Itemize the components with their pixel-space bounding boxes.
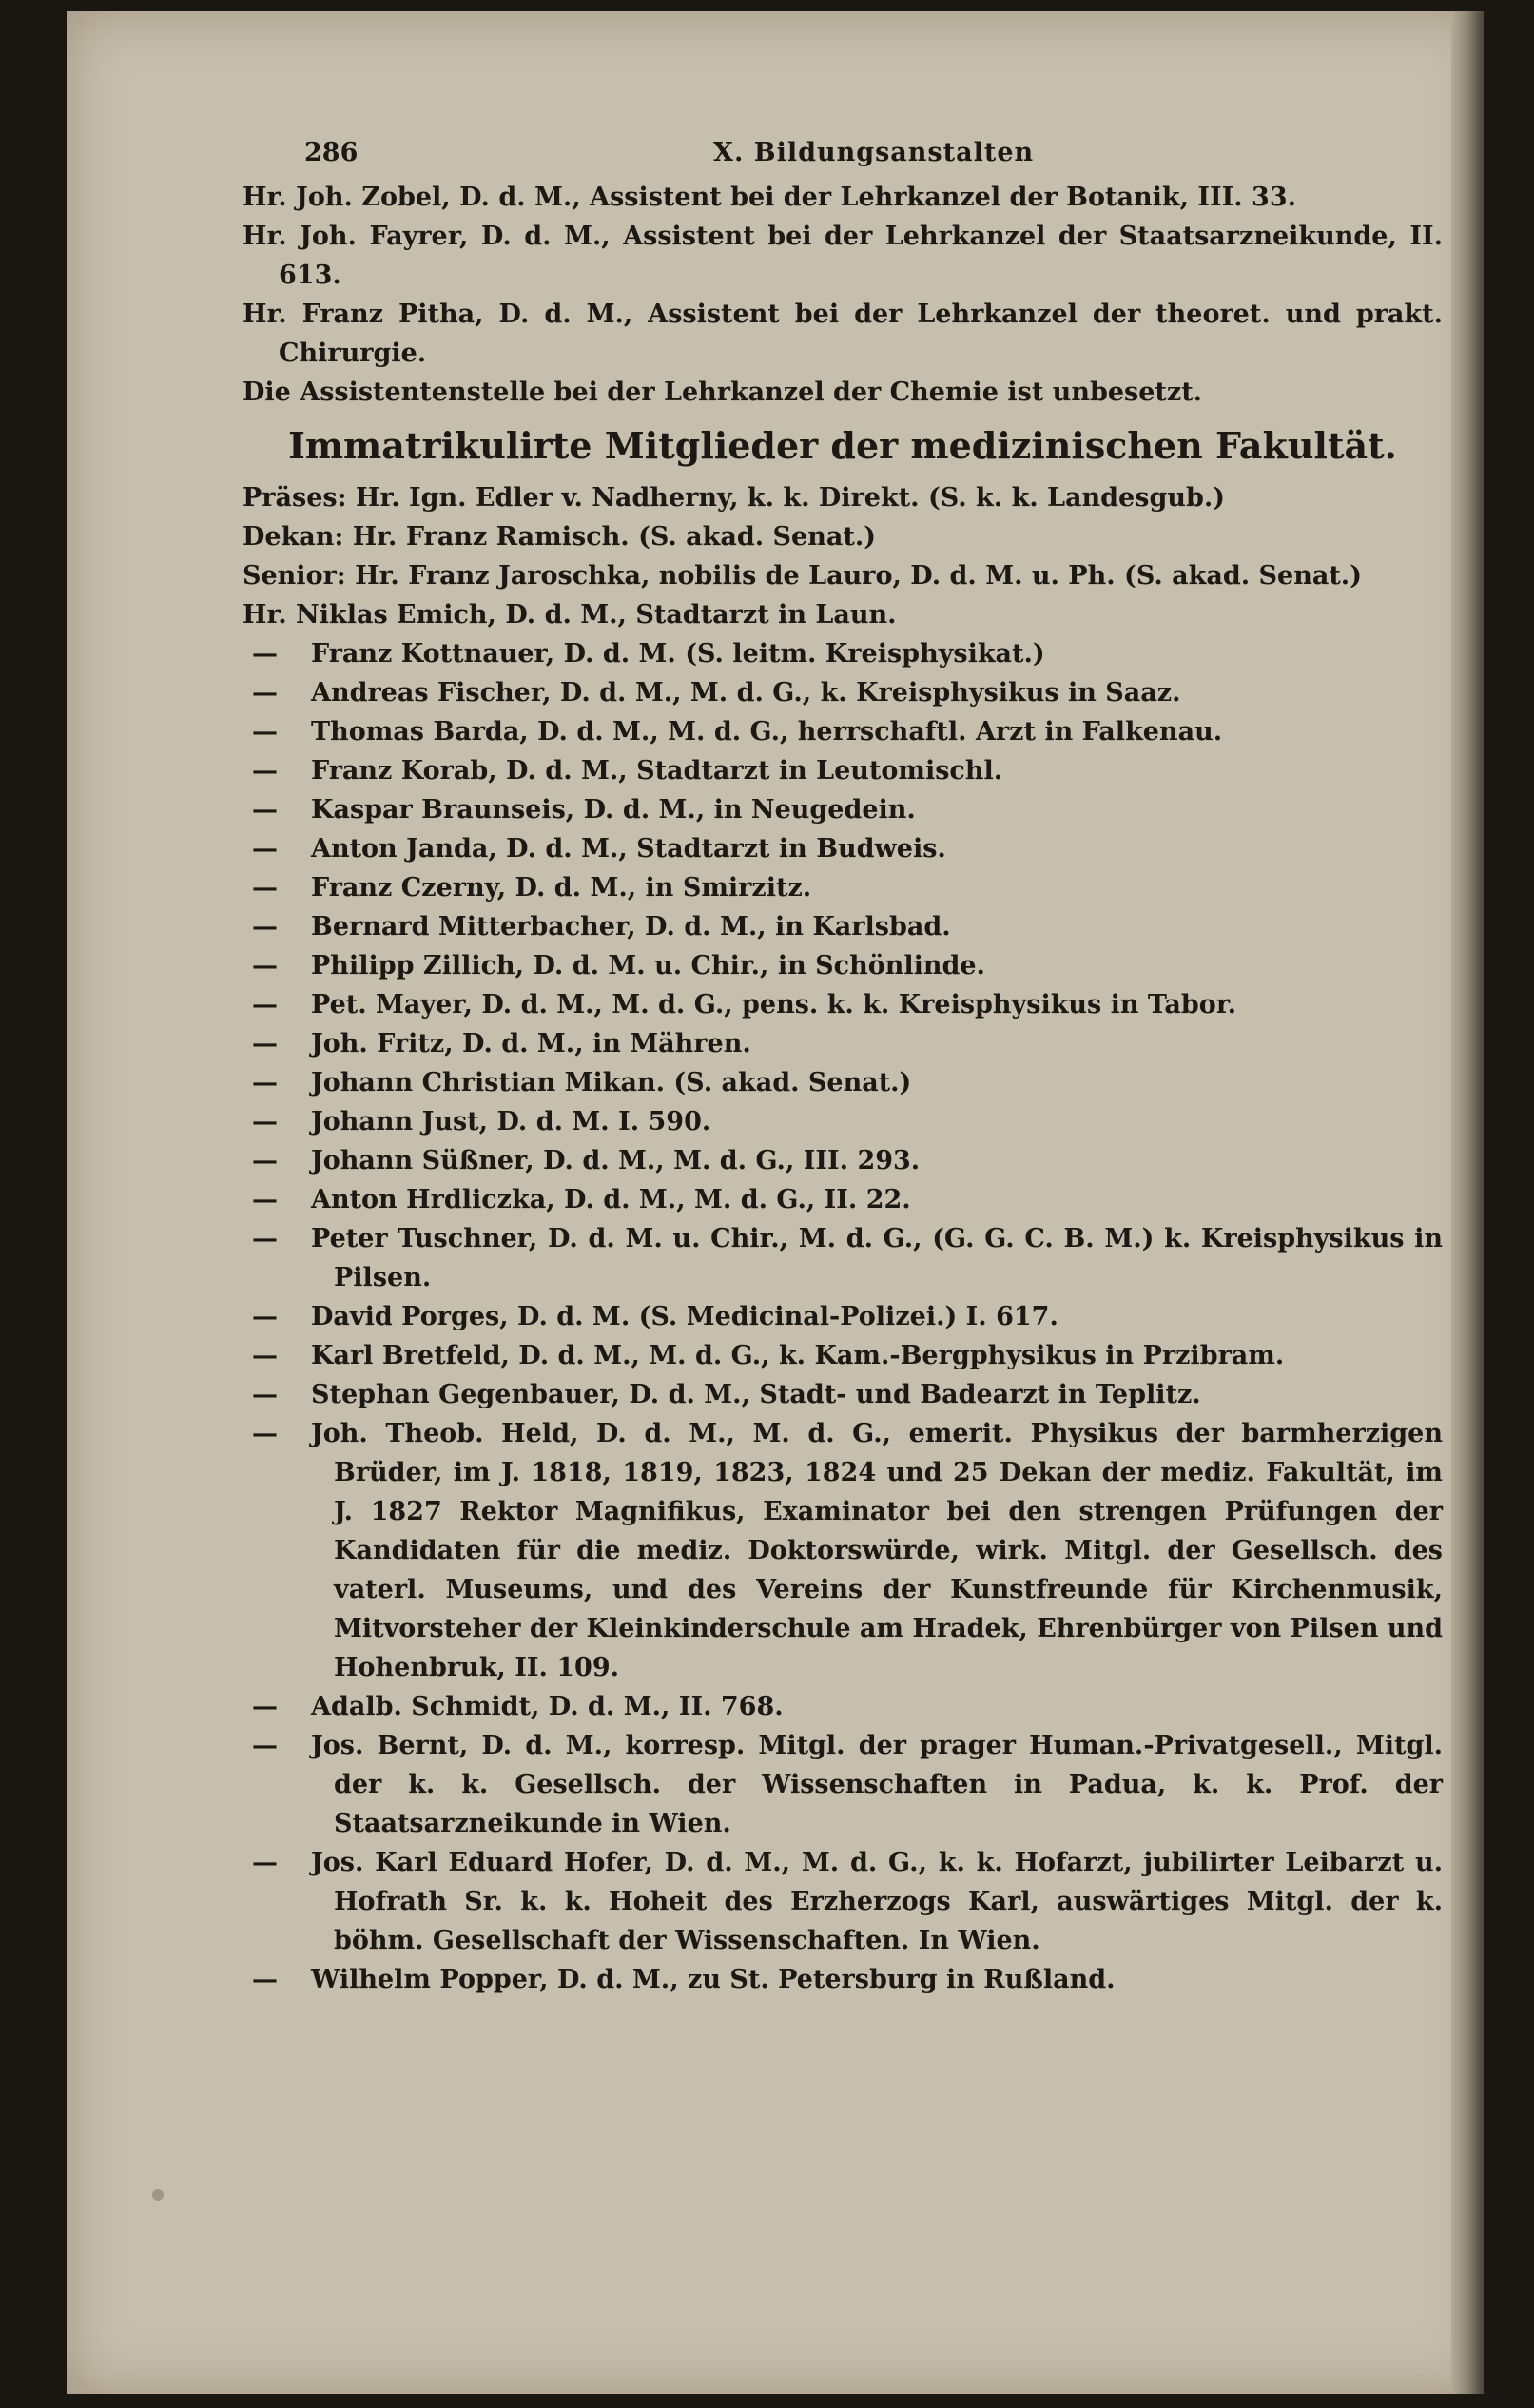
member-entry (243, 829, 1443, 868)
assistant-entry: Hr. Joh. Zobel, D. d. M., Assistent bei der Lehrkanzel der Botanik, III. 33. (243, 183, 1297, 212)
member-text: David Porges, D. d. M. (S. Medicinal-Polizei.) I. 617. (311, 1302, 1058, 1331)
member-text: Stephan Gegenbauer, D. d. M., Stadt- und Badearzt in Teplitz. (311, 1380, 1201, 1409)
member-entry (243, 1063, 1443, 1102)
page-content (243, 138, 1443, 1999)
member-entry (243, 1102, 1443, 1141)
member-entry (243, 1180, 1443, 1219)
member-entry (243, 1375, 1443, 1414)
member-text: Franz Czerny, D. d. M., in Smirzitz. (311, 873, 812, 903)
member-entry (243, 712, 1443, 751)
dash-mark: — (252, 1068, 278, 1097)
dash-mark: — (252, 756, 278, 786)
member-text: Joh. Fritz, D. d. M., in Mähren. (311, 1029, 751, 1058)
running-title: X. Bildungsanstalten (713, 138, 1035, 167)
dash-mark: — (252, 639, 278, 669)
dash-mark: — (252, 1965, 278, 1994)
member-entry (243, 1024, 1443, 1063)
member-entry (243, 634, 1443, 673)
dash-mark: — (252, 1848, 278, 1877)
member-list (243, 634, 1443, 1999)
officer-entry: Senior: Hr. Franz Jaroschka, nobilis de Lauro, D. d. M. u. Ph. (S. akad. Senat.) (243, 561, 1362, 591)
member-text: Bernard Mitterbacher, D. d. M., in Karlsbad. (311, 912, 951, 942)
member-entry (243, 1414, 1443, 1687)
dash-mark: — (252, 1302, 278, 1331)
member-text: Philipp Zillich, D. d. M. u. Chir., in Schönlinde. (311, 951, 985, 981)
dash-mark: — (252, 912, 278, 942)
dash-mark: — (252, 1146, 278, 1175)
dash-mark: — (252, 717, 278, 747)
officer-entry: Präses: Hr. Ign. Edler v. Nadherny, k. k. Direkt. (S. k. k. Landesgub.) (243, 483, 1226, 513)
book-page (67, 11, 1484, 2394)
member-text: Johann Christian Mikan. (S. akad. Senat.) (311, 1068, 912, 1097)
dash-mark: — (252, 1107, 278, 1136)
member-text: Franz Kottnauer, D. d. M. (S. leitm. Kreisphysikat.) (311, 639, 1045, 669)
dash-mark: — (252, 1419, 278, 1448)
dash-mark: — (252, 795, 278, 825)
member-text: Anton Janda, D. d. M., Stadtarzt in Budweis. (311, 834, 946, 864)
member-entry (243, 868, 1443, 907)
running-header (243, 138, 1443, 178)
dash-mark: — (252, 1185, 278, 1214)
dash-mark: — (252, 951, 278, 981)
member-entry (243, 1687, 1443, 1726)
member-entry (243, 673, 1443, 712)
member-entry (243, 1726, 1443, 1843)
member-entry (243, 1219, 1443, 1297)
dash-mark: — (252, 990, 278, 1020)
member-text: Anton Hrdliczka, D. d. M., M. d. G., II. 22. (311, 1185, 911, 1214)
member-entry (243, 946, 1443, 985)
member-text: Wilhelm Popper, D. d. M., zu St. Petersburg in Rußland. (311, 1965, 1116, 1994)
member-entry (243, 1141, 1443, 1180)
dash-mark: — (252, 834, 278, 864)
assistant-entry: Hr. Franz Pitha, D. d. M., Assistent bei der Lehrkanzel der theoret. und prakt. Chirurgie. (243, 300, 1443, 368)
paper-blemish (152, 2189, 164, 2201)
member-text: Johann Just, D. d. M. I. 590. (311, 1107, 711, 1136)
member-text: Andreas Fischer, D. d. M., M. d. G., k. Kreisphysikus in Saaz. (311, 678, 1181, 708)
member-text: Karl Bretfeld, D. d. M., M. d. G., k. Kam.-Bergphysikus in Przibram. (311, 1341, 1285, 1370)
member-entry (243, 1843, 1443, 1960)
dash-mark: — (252, 873, 278, 903)
member-text: Kaspar Braunseis, D. d. M., in Neugedein. (311, 795, 916, 825)
assistant-entry: Die Assistentenstelle bei der Lehrkanzel der Chemie ist unbesetzt. (243, 378, 1203, 407)
member-text: Jos. Bernt, D. d. M., korresp. Mitgl. der prager Human.-Privatgesell., Mitgl. der k. k. Gesellsch. der Wissenschaften in Padua, k. k. Prof. der Staatsarzneikunde in Wien. (311, 1731, 1443, 1838)
dash-mark: — (252, 1731, 278, 1760)
member-entry (243, 751, 1443, 790)
member-text: Joh. Theob. Held, D. d. M., M. d. G., emerit. Physikus der barmherzigen Brüder, im J. 1818, 1819, 1823, 1824 und 25 Dekan der mediz. Fakultät, im J. 1827 Rektor Magnifikus, Examinator bei den strengen Prüfungen der Kandidaten für die mediz. Doktorswürde, wirk. Mitgl. der Gesellsch. des vaterl. Museums, und des Vereins der Kunstfreunde für Kirchenmusik, Mitvorsteher der Kleinkinderschule am Hradek, Ehrenbürger von Pilsen und Hohenbruk, II. 109. (311, 1419, 1443, 1682)
officer-entry: Hr. Niklas Emich, D. d. M., Stadtarzt in Laun. (243, 600, 897, 630)
member-text: Peter Tuschner, D. d. M. u. Chir., M. d. G., (G. G. C. B. M.) k. Kreisphysikus in Pilsen. (311, 1224, 1443, 1292)
section-heading: Immatrikulirte Mitglieder der medizinischen Fakultät. (288, 424, 1397, 467)
member-text: Adalb. Schmidt, D. d. M., II. 768. (311, 1692, 784, 1721)
member-entry (243, 1960, 1443, 1999)
member-text: Johann Süßner, D. d. M., M. d. G., III. 293. (311, 1146, 921, 1175)
dash-mark: — (252, 1029, 278, 1058)
book-spine (1451, 11, 1484, 2394)
dash-mark: — (252, 1380, 278, 1409)
assistant-entry: Hr. Joh. Fayrer, D. d. M., Assistent bei der Lehrkanzel der Staatsarzneikunde, II. 613. (243, 222, 1443, 290)
member-text: Thomas Barda, D. d. M., M. d. G., herrschaftl. Arzt in Falkenau. (311, 717, 1223, 747)
dash-mark: — (252, 1692, 278, 1721)
dash-mark: — (252, 1341, 278, 1370)
page-number: 286 (304, 138, 359, 167)
member-entry (243, 1297, 1443, 1336)
member-entry (243, 907, 1443, 946)
officer-entry: Dekan: Hr. Franz Ramisch. (S. akad. Senat.) (243, 522, 877, 552)
member-entry (243, 1336, 1443, 1375)
dash-mark: — (252, 1224, 278, 1253)
member-entry (243, 985, 1443, 1024)
member-text: Jos. Karl Eduard Hofer, D. d. M., M. d. G., k. k. Hofarzt, jubilirter Leibarzt u. Hofrath Sr. k. k. Hoheit des Erzherzogs Karl, auswärtiges Mitgl. der k. böhm. Gesellschaft der Wissenschaften. In Wien. (311, 1848, 1443, 1955)
member-entry (243, 790, 1443, 829)
member-text: Pet. Mayer, D. d. M., M. d. G., pens. k. k. Kreisphysikus in Tabor. (311, 990, 1236, 1020)
member-text: Franz Korab, D. d. M., Stadtarzt in Leutomischl. (311, 756, 1003, 786)
dash-mark: — (252, 678, 278, 708)
